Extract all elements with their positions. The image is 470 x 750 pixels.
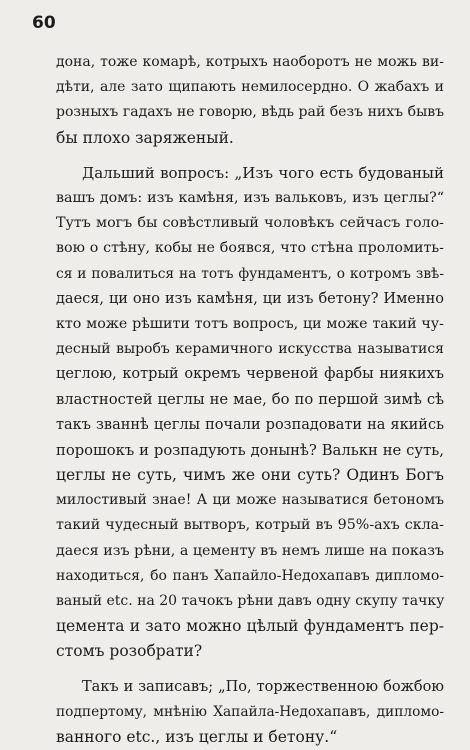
text-line: вашъ домъ: изъ камѣня, изъ вальковъ, изъ цеглы?“: [56, 186, 444, 211]
text-line: властностей цеглы не мае, бо по першой зимѣ сѣ: [56, 387, 444, 412]
text-line: подпертому, мнѣнію Хапайла-Недохапавъ, дипломо-: [56, 700, 444, 725]
text-line: кто може рѣшити тотъ вопросъ, ци може такий чу-: [56, 312, 444, 337]
text-line: дона, тоже комарѣ, котрыхъ наоборотъ не можь ви-: [56, 50, 444, 75]
text-line: Тутъ могъ бы совѣстливый чоловѣкъ сейчасъ голо-: [56, 211, 444, 236]
paragraph-1: [56, 50, 444, 151]
text-line: цеглы не суть, чимъ же они суть? Одинъ Богъ: [56, 463, 444, 488]
text-line: Дальший вопросъ: „Изъ чого есть будованый: [56, 161, 444, 186]
body-text: [56, 50, 444, 750]
text-line: стомъ розобрати?: [56, 639, 444, 664]
text-line: ванного etc., изъ цеглы и бетону.“: [56, 725, 444, 750]
text-line: даеся, ци оно изъ камѣня, ци изъ бетону? Именно: [56, 287, 444, 312]
text-line: порошокъ и розпадують донынѣ? Валькн не суть,: [56, 438, 444, 463]
text-line: вою о стѣну, кобы не боявся, что стѣна проломить-: [56, 236, 444, 261]
text-line: ваный etc. на 20 тачокъ рѣни давъ одну скупу тачку: [56, 589, 444, 614]
text-line: такий чудесный вытворъ, котрый въ 95%-ахъ скла-: [56, 513, 444, 538]
paragraph-2: [56, 161, 444, 665]
text-line: ся и повалиться на тотъ фундаментъ, о котромъ звѣ-: [56, 262, 444, 287]
text-line: дѣти, але зато щипають немилосердно. О жабахъ и: [56, 75, 444, 100]
text-line: розныхъ гадахъ не говорю, вѣдь рай безъ нихъ бывъ: [56, 100, 444, 125]
text-line: даеся изъ рѣни, а цементу въ немъ лише на показъ: [56, 539, 444, 564]
page-number: 60: [32, 13, 56, 33]
text-line: Такъ и записавъ; „По, торжественною божбою: [56, 675, 444, 700]
text-line: находиться, бо панъ Хапайло-Недохапавъ дипломо-: [56, 564, 444, 589]
text-line: милостивый знае! А ци може называтися бетономъ: [56, 488, 444, 513]
paragraph-3: [56, 675, 444, 750]
text-line: такъ званнѣ цеглы почали розпадовати на якийсь: [56, 413, 444, 438]
text-line: бы плохо заряженый.: [56, 126, 444, 151]
text-line: цемента и зато можно цѣлый фундаментъ пер-: [56, 614, 444, 639]
text-line: цеглою, котрый окремъ червеной фарбы ниякихъ: [56, 362, 444, 387]
text-line: десный выробъ керамичного искусства называтися: [56, 337, 444, 362]
